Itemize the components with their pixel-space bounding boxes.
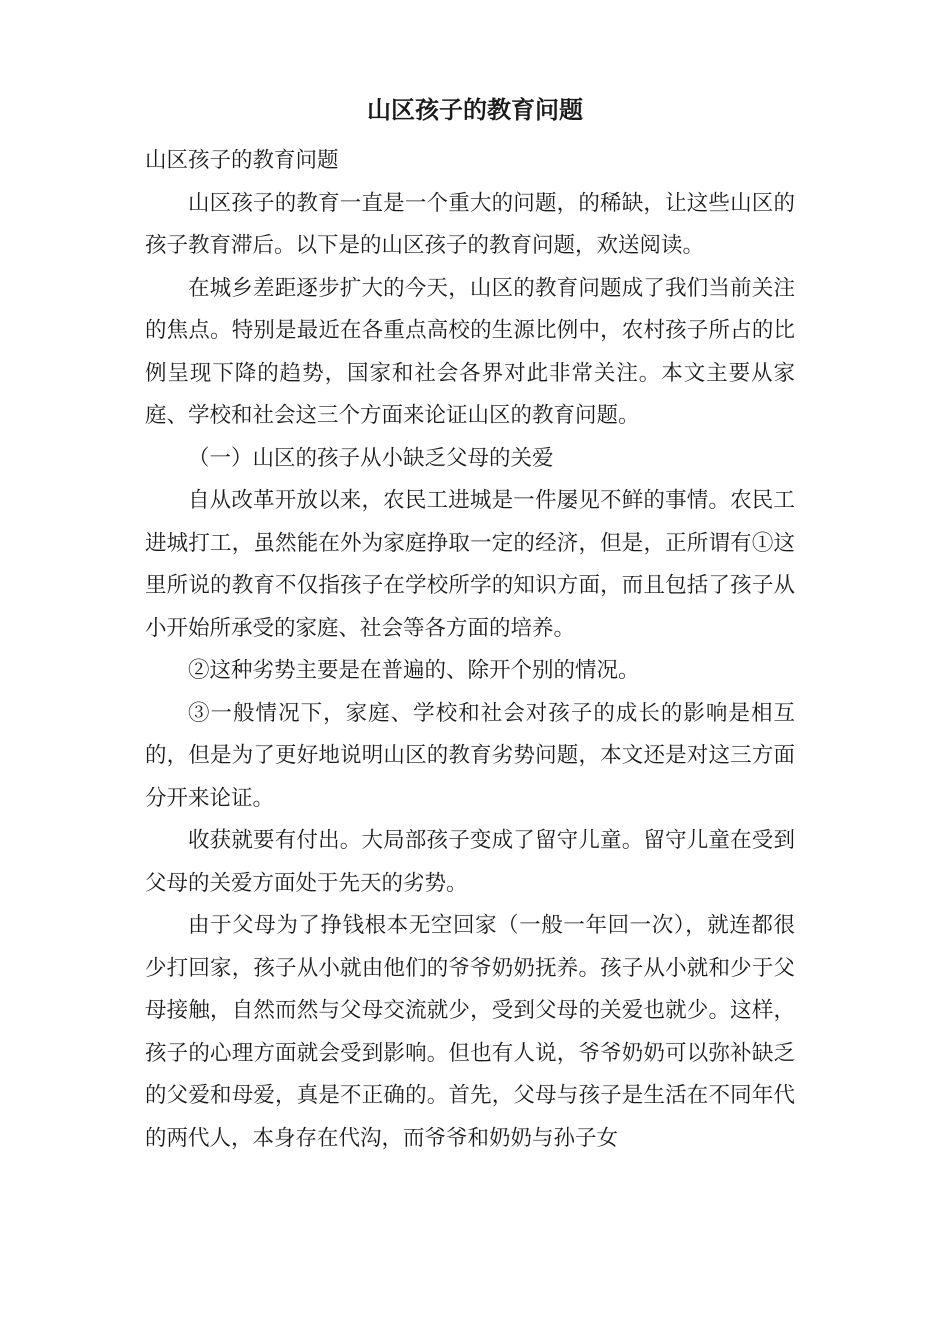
document-body [145,140,795,1160]
paragraph-grandparents: 由于父母为了挣钱根本无空回家（一般一年回一次），就连都很少打回家，孩子从小就由他们的爷爷奶奶抚养。孩子从小就和少于父母接触，自然而然与父母交流就少，受到父母的关爱也就少。这样，孩子的心理方面就会受到影响。但也有人说，爷爷奶奶可以弥补缺乏的父爱和母爱，真是不正确的。首先，父母与孩子是生活在不同年代的两代人，本身存在代沟，而爷爷和奶奶与孙子女 [145,913,795,1151]
footnote-2: ②这种劣势主要是在普遍的、除开个别的情况。 [188,658,640,683]
document-title: 山区孩子的教育问题 [367,95,583,124]
paragraph-left-behind: 收获就要有付出。大局部孩子变成了留守儿童。留守儿童在受到父母的关爱方面处于先天的劣势。 [145,828,795,896]
paragraph-background: 在城乡差距逐步扩大的今天，山区的教育问题成了我们当前关注的焦点。特别是最近在各重点高校的生源比例中，农村孩子所占的比例呈现下降的趋势，国家和社会各界对此非常关注。本文主要从家庭、学校和社会这三个方面来论证山区的教育问题。 [145,275,795,428]
paragraph-intro: 山区孩子的教育一直是一个重大的问题，的稀缺，让这些山区的孩子教育滞后。以下是的山区孩子的教育问题，欢送阅读。 [145,190,795,258]
paragraph-migrant-workers: 自从改革开放以来，农民工进城是一件屡见不鲜的事情。农民工进城打工，虽然能在外为家庭挣取一定的经济，但是，正所谓有①这里所说的教育不仅指孩子在学校所学的知识方面，而且包括了孩子从小开始所承受的家庭、社会等各方面的培养。 [145,488,795,641]
footnote-3: ③一般情况下，家庭、学校和社会对孩子的成长的影响是相互的，但是为了更好地说明山区的教育劣势问题，本文还是对这三方面分开来论证。 [145,700,795,811]
document-subtitle: 山区孩子的教育问题 [145,148,339,173]
section-heading-1: （一）山区的孩子从小缺乏父母的关爱 [188,445,554,471]
